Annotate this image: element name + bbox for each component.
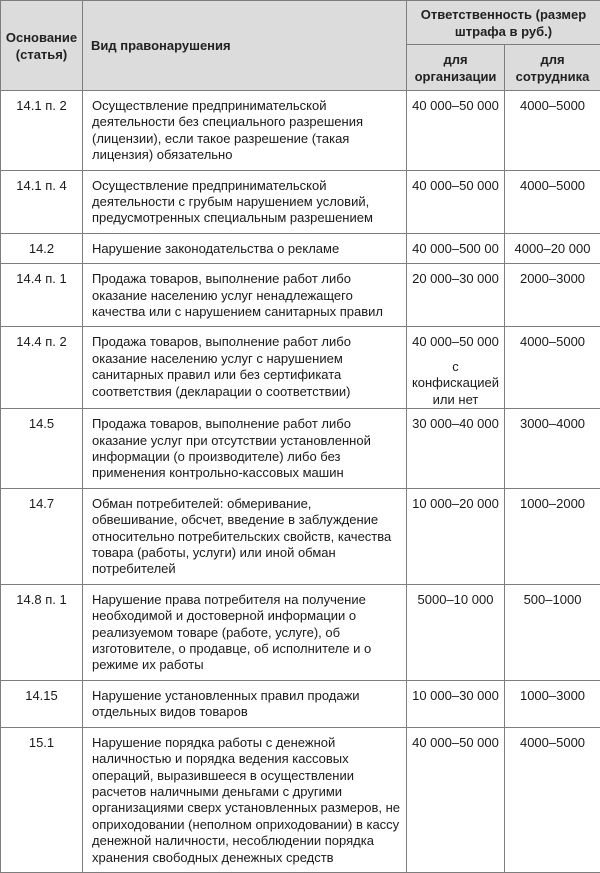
fine-employee-cell: 4000–5000 xyxy=(505,170,600,233)
header-responsibility: Ответственность (размер штрафа в руб.) xyxy=(407,1,600,45)
fine-employee-cell: 500–1000 xyxy=(505,584,600,680)
article-cell: 14.4 п. 1 xyxy=(1,264,83,327)
fine-organization-cell: 5000–10 000 xyxy=(407,584,505,680)
fine-organization-cell: 40 000–50 000 xyxy=(407,727,505,872)
description-cell: Осуществление предпринимательской деятельности без специального разрешения (лицензии), если такое разрешение (такая лицензия) обязательно xyxy=(83,91,407,171)
table-body xyxy=(1,91,600,873)
fine-employee-cell: 3000–4000 xyxy=(505,409,600,489)
fine-employee-cell: 2000–3000 xyxy=(505,264,600,327)
article-cell: 14.1 п. 2 xyxy=(1,91,83,171)
table-row xyxy=(1,584,600,680)
fine-organization-cell xyxy=(407,327,505,409)
confiscation-note: с конфискацией или нет xyxy=(407,359,504,408)
fine-organization-cell: 10 000–20 000 xyxy=(407,488,505,584)
fine-employee-cell: 1000–2000 xyxy=(505,488,600,584)
table-row xyxy=(1,233,600,263)
header-violation-type: Вид правонарушения xyxy=(83,1,407,91)
header-for-organization: для организации xyxy=(407,45,505,91)
fine-organization-value: 40 000–50 000 xyxy=(412,334,499,349)
description-cell: Нарушение права потребителя на получение необходимой и достоверной информации о реализуемом товаре (работе, услуге), об изготовителе, о продавце, об исполнителе и о режиме их работы xyxy=(83,584,407,680)
article-cell: 14.1 п. 4 xyxy=(1,170,83,233)
fine-organization-cell: 30 000–40 000 xyxy=(407,409,505,489)
fine-organization-cell: 40 000–50 000 xyxy=(407,170,505,233)
description-cell: Обман потребителей: обмеривание, обвешивание, обсчет, введение в заблуждение относительно потребительских свойств, качества товара (работы, услуги) или иной обман потребителей xyxy=(83,488,407,584)
article-cell: 14.4 п. 2 xyxy=(1,327,83,409)
article-cell: 14.7 xyxy=(1,488,83,584)
article-cell: 14.5 xyxy=(1,409,83,489)
table-row xyxy=(1,409,600,489)
article-cell: 14.8 п. 1 xyxy=(1,584,83,680)
fine-organization-cell: 40 000–50 000 xyxy=(407,91,505,171)
table-row xyxy=(1,680,600,727)
table-row xyxy=(1,488,600,584)
fine-employee-cell: 1000–3000 xyxy=(505,680,600,727)
table-row xyxy=(1,91,600,171)
description-cell: Нарушение порядка работы с денежной наличностью и порядка ведения кассовых операций, выразившееся в осуществлении расчетов наличными деньгами с другими организациями сверх установленных размеров, не оприходовании (неполном оприходовании) в кассу денежной наличности, несоблюдении порядка хранения свободных денежных средств xyxy=(83,727,407,872)
description-cell: Продажа товаров, выполнение работ либо оказание услуг при отсутствии установленной информации (о производителе) либо без применения контрольно-кассовых машин xyxy=(83,409,407,489)
table-row xyxy=(1,327,600,409)
fine-employee-cell: 4000–5000 xyxy=(505,91,600,171)
article-cell: 15.1 xyxy=(1,727,83,872)
description-cell: Нарушение установленных правил продажи отдельных видов товаров xyxy=(83,680,407,727)
table-row xyxy=(1,170,600,233)
description-cell: Осуществление предпринимательской деятельности с грубым нарушением условий, предусмотренных специальным разрешением xyxy=(83,170,407,233)
fine-organization-cell: 40 000–500 00 xyxy=(407,233,505,263)
table-row xyxy=(1,727,600,872)
article-cell: 14.2 xyxy=(1,233,83,263)
description-cell: Продажа товаров, выполнение работ либо оказание населению услуг с нарушением санитарных правил или без сертификата соответствия (декларации о соответствии) xyxy=(83,327,407,409)
fine-employee-cell: 4000–20 000 xyxy=(505,233,600,263)
table-row xyxy=(1,264,600,327)
description-cell: Продажа товаров, выполнение работ либо оказание населению услуг ненадлежащего качества или с нарушением санитарных правил xyxy=(83,264,407,327)
description-cell: Нарушение законодательства о рекламе xyxy=(83,233,407,263)
header-basis: Основание (статья) xyxy=(1,1,83,91)
fine-employee-cell: 4000–5000 xyxy=(505,727,600,872)
fine-organization-cell: 10 000–30 000 xyxy=(407,680,505,727)
fine-organization-cell: 20 000–30 000 xyxy=(407,264,505,327)
header-for-employee: для сотрудника xyxy=(505,45,600,91)
fine-employee-cell: 4000–5000 xyxy=(505,327,600,409)
table-header xyxy=(1,1,600,91)
article-cell: 14.15 xyxy=(1,680,83,727)
